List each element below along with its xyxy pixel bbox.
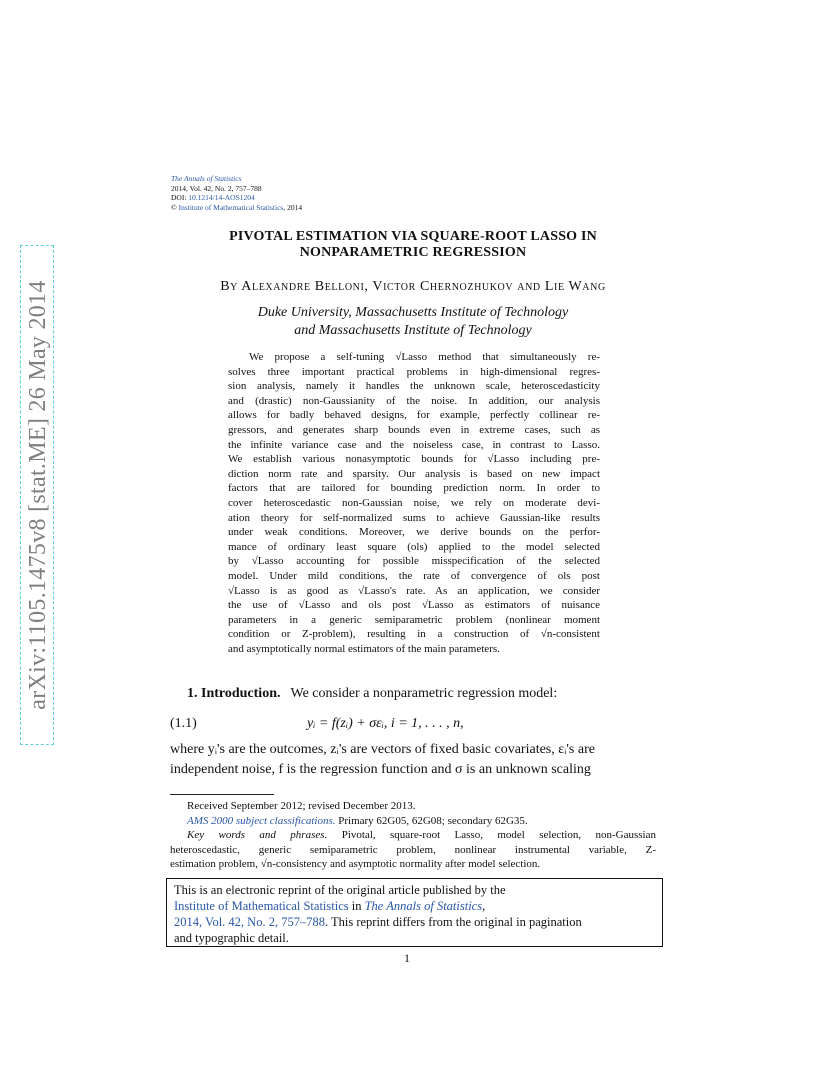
author-list: By Alexandre Belloni, Victor Chernozhukov and Lie Wang bbox=[220, 279, 606, 294]
journal-header bbox=[171, 174, 302, 212]
volume-link[interactable]: 2014, Vol. 42, No. 2, 757–788 bbox=[174, 915, 325, 929]
page-number: 1 bbox=[404, 951, 410, 965]
abstract-line: under weak conditions. Moreover, we derive bounds on the perfor- bbox=[228, 526, 600, 539]
section-heading: 1. Introduction. bbox=[187, 686, 281, 701]
abstract-line: We establish various nonasymptotic bounds for √Lasso including pre- bbox=[228, 453, 600, 466]
journal-name-link[interactable]: The Annals of Statistics bbox=[364, 899, 483, 913]
publisher-link[interactable]: Institute of Mathematical Statistics bbox=[178, 202, 284, 212]
abstract-line: parameters in a generic semiparametric problem (nonlinear moment bbox=[228, 613, 600, 626]
reprint-notice-box: This is an electronic reprint of the original article published by the Institute of Mathematical Statistics in The Annals of Statistics, 2014, Vol. 42, No. 2, 757–788. This reprint differs from the original in pagination and typographic detail. bbox=[166, 878, 663, 947]
copyright-line: © Institute of Mathematical Statistics, 2014 bbox=[171, 202, 303, 212]
abstract-line: cover heteroscedastic non-Gaussian noise, we rely on moderate devi- bbox=[228, 496, 600, 509]
abstract-line: √Lasso is as good as √Lasso's rate. As an application, we consider bbox=[228, 584, 600, 597]
paper-title: PIVOTAL ESTIMATION VIA SQUARE-ROOT LASSO IN NONPARAMETRIC REGRESSION bbox=[229, 229, 597, 260]
ams-classifications: AMS 2000 subject classifications. Primary 62G05, 62G08; secondary 62G35. bbox=[187, 814, 528, 827]
received-dates: Received September 2012; revised December 2013. bbox=[187, 800, 416, 812]
keywords-line: heteroscedastic, generic semiparametric problem, nonlinear instrumental variable, Z- bbox=[170, 843, 656, 856]
abstract-line: We propose a self-tuning √Lasso method that simultaneously re- bbox=[249, 351, 600, 363]
footnote-divider bbox=[170, 794, 274, 795]
keywords-line: estimation problem, √n-consistency and asymptotic normality after model selection. bbox=[170, 858, 541, 871]
abstract-line: solves three important practical problems in high-dimensional regres- bbox=[228, 365, 600, 378]
doi-line: DOI: 10.1214/14-AOS1204 bbox=[171, 193, 255, 202]
arxiv-identifier-stamp[interactable]: arXiv:1105.1475v8 [stat.ME] 26 May 2014 bbox=[20, 245, 54, 745]
journal-name-link[interactable]: The Annals of Statistics bbox=[171, 174, 242, 183]
footnotes bbox=[170, 799, 656, 872]
doi-link[interactable]: 10.1214/14-AOS1204 bbox=[188, 193, 255, 202]
equation-number: (1.1) bbox=[170, 716, 197, 731]
abstract-line: and (drastic) non-Gaussianity of the noise. In addition, our analysis bbox=[228, 394, 600, 407]
abstract-line: the infinite variance case and the noiseless case, in contrast to Lasso. bbox=[228, 438, 600, 451]
abstract-line: diction norm rate and sparsity. Our analysis is based on new impact bbox=[228, 467, 600, 480]
abstract-line: factors that are tailored for bounding prediction norm. In order to bbox=[228, 482, 600, 495]
body-line: where yᵢ's are the outcomes, zᵢ's are vectors of fixed basic covariates, εᵢ's are bbox=[170, 742, 595, 757]
abstract-line: the use of √Lasso and ols post √Lasso as estimators of nuisance bbox=[228, 599, 600, 612]
abstract-line: gressors, and generates sharp bounds even in extreme cases, such as bbox=[228, 423, 600, 436]
ams-link[interactable]: AMS 2000 subject classifications. bbox=[187, 814, 336, 827]
abstract-line: ation theory for self-normalized sums to achieve Gaussian-like results bbox=[228, 511, 600, 524]
keywords-line: Key words and phrases. Pivotal, square-root Lasso, model selection, non-Gaussian bbox=[187, 829, 656, 842]
intro-sentence: We consider a nonparametric regression model: bbox=[290, 686, 558, 701]
abstract-line: mance of ordinary least square (ols) applied to the model selected bbox=[228, 540, 600, 553]
copyright-icon: © bbox=[171, 202, 177, 212]
body-paragraph bbox=[170, 740, 656, 780]
equation-1-1: yᵢ = f(zᵢ) + σεᵢ, i = 1, . . . , n, bbox=[307, 716, 464, 731]
publisher-link[interactable]: Institute of Mathematical Statistics bbox=[174, 899, 349, 913]
affiliation: Duke University, Massachusetts Institute of Technology and Massachusetts Institute of Technology bbox=[257, 305, 569, 338]
abstract-line: condition or Z-problem), resulting in a construction of √n-consistent bbox=[228, 628, 600, 641]
abstract-line: and asymptotically normal estimators of the main parameters. bbox=[228, 642, 500, 655]
abstract bbox=[228, 350, 600, 656]
abstract-line: model. Under mild conditions, the rate of convergence of ols post bbox=[228, 569, 600, 582]
section-introduction bbox=[187, 686, 557, 702]
journal-volume: 2014, Vol. 42, No. 2, 757–788 bbox=[171, 183, 262, 193]
abstract-line: allows for badly behaved designs, for example, perfectly collinear re- bbox=[228, 409, 600, 422]
abstract-line: by √Lasso accounting for possible misspecification of the selected bbox=[228, 555, 600, 568]
body-line: independent noise, f is the regression function and σ is an unknown scaling bbox=[170, 762, 591, 777]
abstract-line: sion analysis, namely it handles the unknown scale, heteroscedasticity bbox=[228, 380, 600, 393]
